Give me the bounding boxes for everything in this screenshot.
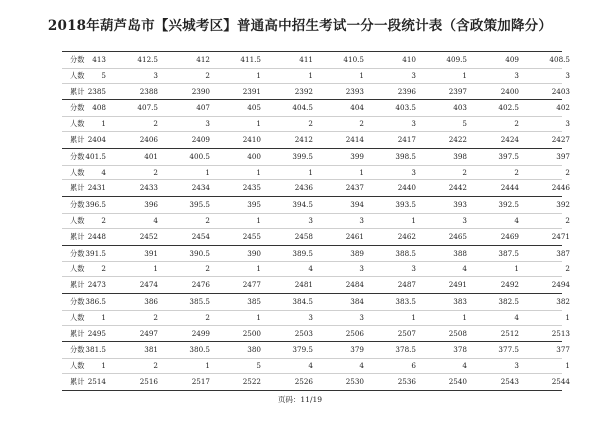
table-cell: 385 [247,296,261,306]
table-row-count [62,116,570,132]
table-cell: 2424 [500,134,519,144]
table-cell: 2465 [448,231,467,241]
row-label-count: 人数 [70,215,85,225]
table-cell: 3 [462,215,467,225]
table-cell: 381.5 [85,345,106,355]
row-label-score: 分数 [70,345,85,355]
row-label-score: 分数 [70,296,85,306]
table-cell: 4 [359,361,364,371]
table-cell: 2503 [294,328,313,338]
table-cell: 3 [359,215,364,225]
table-cell: 408.5 [549,55,570,64]
table-cell: 4 [308,361,313,371]
table-cell: 6 [411,361,416,371]
table-cell: 404.5 [292,103,313,113]
table-cell: 2393 [345,86,364,96]
table-cell: 388.5 [395,248,416,258]
table-cell: 2481 [294,280,313,290]
table-cell: 392 [556,200,570,210]
table-row-cumulative [62,84,570,100]
row-label-count: 人数 [70,119,85,129]
table-row-count [62,165,570,181]
table-cell: 2506 [345,328,364,338]
table-cell: 2 [153,312,158,322]
table-cell: 387 [556,248,570,258]
table-cell: 399.5 [292,151,313,161]
table-cell: 1 [256,312,261,322]
table-cell: 412.5 [137,55,158,64]
row-label-cumulative: 累计 [70,328,85,338]
table-cell: 2476 [191,280,210,290]
table-cell: 1 [256,215,261,225]
table-cell: 2497 [139,328,158,338]
table-cell: 2448 [87,231,106,241]
table-cell: 3 [308,215,313,225]
table-cell: 2403 [551,86,570,96]
table-cell: 391.5 [85,248,106,258]
table-cell: 1 [514,264,519,274]
table-row-cumulative [62,326,570,342]
table-cell: 380.5 [189,345,210,355]
table-row-score [62,294,570,310]
table-cell: 409 [505,55,519,64]
row-label-score: 分数 [70,248,85,258]
table-cell: 2444 [500,183,519,193]
table-row-score [62,100,570,116]
table-cell: 2499 [191,328,210,338]
table-cell: 400.5 [189,151,210,161]
table-cell: 413 [92,55,106,64]
table-row-count [62,261,570,277]
table-block [62,245,570,293]
table-cell: 387.5 [498,248,519,258]
table-cell: 2385 [87,86,106,96]
table-block [62,196,570,244]
table-cell: 2 [359,119,364,129]
table-cell: 3 [514,70,519,80]
table-cell: 403 [453,103,467,113]
table-cell: 402.5 [498,103,519,113]
table-cell: 5 [462,119,467,129]
table-cell: 4 [101,167,106,177]
table-cell: 2 [101,215,106,225]
table-cell: 3 [205,119,210,129]
table-cell: 2427 [551,134,570,144]
table-row-count [62,213,570,229]
table-cell: 2474 [139,280,158,290]
table-cell: 379.5 [292,345,313,355]
table-cell: 408 [92,103,106,113]
table-cell: 2431 [87,183,106,193]
table-cell: 1 [205,167,210,177]
table-cell: 404 [350,103,364,113]
table-cell: 2454 [191,231,210,241]
table-cell: 2491 [448,280,467,290]
table-cell: 2484 [345,280,364,290]
table-row-count [62,68,570,84]
table-cell: 2442 [448,183,467,193]
table-cell: 1 [153,264,158,274]
table-cell: 3 [153,70,158,80]
table-cell: 2391 [242,86,261,96]
table-cell: 2396 [397,86,416,96]
row-label-count: 人数 [70,264,85,274]
table-cell: 4 [462,264,467,274]
table-cell: 2 [514,167,519,177]
table-cell: 397.5 [498,151,519,161]
table-cell: 2 [101,264,106,274]
table-cell: 389.5 [292,248,313,258]
table-cell: 1 [101,119,106,129]
table-row-score [62,197,570,213]
table-cell: 405 [247,103,261,113]
table-cell: 398 [453,151,467,161]
table-cell: 393 [453,200,467,210]
table-row-count [62,310,570,326]
table-cell: 2433 [139,183,158,193]
table-cell: 2522 [242,376,261,386]
table-cell: 1 [359,70,364,80]
table-cell: 2540 [448,376,467,386]
table-cell: 411 [299,55,313,64]
table-cell: 2412 [294,134,313,144]
table-row-cumulative [62,132,570,148]
table-cell: 411.5 [240,55,261,64]
table-row-cumulative [62,229,570,245]
table-cell: 386.5 [85,296,106,306]
table-cell: 3 [411,264,416,274]
table-cell: 1 [256,70,261,80]
table-cell: 380 [247,345,261,355]
table-cell: 402 [556,103,570,113]
table-cell: 3 [411,119,416,129]
row-label-cumulative: 累计 [70,376,85,386]
table-cell: 410 [402,55,416,64]
table-cell: 2390 [191,86,210,96]
table-cell: 383 [453,296,467,306]
row-label-count: 人数 [70,167,85,177]
table-cell: 403.5 [395,103,416,113]
table-cell: 2406 [139,134,158,144]
table-cell: 3 [359,312,364,322]
table-cell: 2437 [345,183,364,193]
table-cell: 2458 [294,231,313,241]
table-cell: 2 [308,119,313,129]
table-cell: 2436 [294,183,313,193]
table-row-score [62,342,570,358]
table-cell: 2513 [551,328,570,338]
table-cell: 2477 [242,280,261,290]
table-cell: 1 [411,215,416,225]
table-cell: 5 [256,361,261,371]
table-cell: 410.5 [343,55,364,64]
table-row-cumulative [62,277,570,293]
table-cell: 2434 [191,183,210,193]
row-label-score: 分数 [70,200,85,210]
table-cell: 4 [462,361,467,371]
row-label-cumulative: 累计 [70,183,85,193]
row-label-count: 人数 [70,70,85,80]
table-cell: 2 [205,312,210,322]
table-cell: 1 [256,167,261,177]
table-cell: 2500 [242,328,261,338]
table-cell: 3 [514,361,519,371]
table-cell: 2397 [448,86,467,96]
table-cell: 4 [308,264,313,274]
table-cell: 1 [462,70,467,80]
table-block [62,293,570,341]
table-cell: 3 [565,119,570,129]
table-cell: 392.5 [498,200,519,210]
table-cell: 4 [153,215,158,225]
table-cell: 2514 [87,376,106,386]
table-cell: 3 [411,167,416,177]
table-cell: 2 [205,215,210,225]
table-cell: 2 [565,215,570,225]
table-block [62,341,570,390]
table-cell: 396.5 [85,200,106,210]
table-cell: 401 [144,151,158,161]
table-cell: 395.5 [189,200,210,210]
table-cell: 385.5 [189,296,210,306]
table-cell: 383.5 [395,296,416,306]
table-cell: 390 [247,248,261,258]
table-cell: 2417 [397,134,416,144]
table-cell: 1 [462,312,467,322]
table-cell: 2507 [397,328,416,338]
table-cell: 2495 [87,328,106,338]
table-cell: 1 [308,167,313,177]
table-cell: 2461 [345,231,364,241]
table-cell: 398.5 [395,151,416,161]
table-row-cumulative [62,374,570,390]
table-cell: 2544 [551,376,570,386]
table-cell: 3 [359,264,364,274]
table-cell: 2 [565,264,570,274]
table-row-score [62,52,570,68]
table-cell: 2516 [139,376,158,386]
table-cell: 412 [196,55,210,64]
table-cell: 389 [350,248,364,258]
table-cell: 2462 [397,231,416,241]
table-cell: 1 [565,312,570,322]
table-cell: 2388 [139,86,158,96]
row-label-score: 分数 [70,103,85,113]
row-label-cumulative: 累计 [70,231,85,241]
table-cell: 377.5 [498,345,519,355]
table-cell: 2452 [139,231,158,241]
table-cell: 2 [205,264,210,274]
table-cell: 382 [556,296,570,306]
table-cell: 1 [565,361,570,371]
table-cell: 2404 [87,134,106,144]
table-cell: 407 [196,103,210,113]
table-cell: 1 [101,361,106,371]
table-cell: 2473 [87,280,106,290]
table-cell: 407.5 [137,103,158,113]
table-cell: 2 [153,167,158,177]
table-cell: 384.5 [292,296,313,306]
row-label-count: 人数 [70,312,85,322]
table-cell: 2400 [500,86,519,96]
table-cell: 1 [205,361,210,371]
table-cell: 396 [144,200,158,210]
table-cell: 2536 [397,376,416,386]
table-cell: 2414 [345,134,364,144]
table-cell: 3 [411,70,416,80]
table-cell: 2530 [345,376,364,386]
table-cell: 1 [256,264,261,274]
table-cell: 381 [144,345,158,355]
table-cell: 2492 [500,280,519,290]
table-cell: 386 [144,296,158,306]
table-block [62,51,570,99]
table-cell: 401.5 [85,151,106,161]
table-cell: 2435 [242,183,261,193]
table-cell: 3 [308,312,313,322]
table-cell: 394.5 [292,200,313,210]
table-cell: 2469 [500,231,519,241]
table-cell: 388 [453,248,467,258]
row-label-cumulative: 累计 [70,86,85,96]
table-cell: 5 [101,70,106,80]
row-label-count: 人数 [70,361,85,371]
table-cell: 378 [453,345,467,355]
table-cell: 1 [359,167,364,177]
table-cell: 2543 [500,376,519,386]
table-cell: 377 [556,345,570,355]
table-cell: 409.5 [446,55,467,64]
row-label-score: 分数 [70,55,85,64]
table-cell: 2494 [551,280,570,290]
table-row-score [62,246,570,262]
table-cell: 2 [514,119,519,129]
table-cell: 2410 [242,134,261,144]
table-cell: 2 [205,70,210,80]
table-cell: 2409 [191,134,210,144]
table-cell: 384 [350,296,364,306]
table-cell: 1 [256,119,261,129]
table-cell: 2512 [500,328,519,338]
table-cell: 2508 [448,328,467,338]
row-label-cumulative: 累计 [70,134,85,144]
table-cell: 378.5 [395,345,416,355]
table-cell: 390.5 [189,248,210,258]
table-cell: 391 [144,248,158,258]
table-cell: 2471 [551,231,570,241]
table-cell: 382.5 [498,296,519,306]
table-cell: 2526 [294,376,313,386]
table-cell: 1 [308,70,313,80]
table-cell: 2440 [397,183,416,193]
table-cell: 2422 [448,134,467,144]
table-cell: 2517 [191,376,210,386]
table-cell: 2446 [551,183,570,193]
table-cell: 379 [350,345,364,355]
table-cell: 2 [153,119,158,129]
page-number: 页码：11/19 [277,395,323,404]
table-cell: 399 [350,151,364,161]
table-cell: 2455 [242,231,261,241]
score-distribution-table [62,51,570,391]
table-cell: 1 [101,312,106,322]
table-cell: 397 [556,151,570,161]
table-cell: 393.5 [395,200,416,210]
table-cell: 394 [350,200,364,210]
table-row-count [62,358,570,374]
table-cell: 4 [514,215,519,225]
table-block [62,99,570,147]
table-cell: 4 [514,312,519,322]
page-title: 2018年葫芦岛市【兴城考区】普通高中招生考试一分一段统计表（含政策加降分） [47,18,553,34]
table-cell: 3 [565,70,570,80]
table-row-score [62,149,570,165]
table-cell: 2392 [294,86,313,96]
table-cell: 2 [462,167,467,177]
table-row-cumulative [62,180,570,196]
table-cell: 395 [247,200,261,210]
table-cell: 1 [411,312,416,322]
table-block [62,148,570,196]
row-label-cumulative: 累计 [70,280,85,290]
table-cell: 400 [247,151,261,161]
table-cell: 2 [565,167,570,177]
table-cell: 2487 [397,280,416,290]
row-label-score: 分数 [70,151,85,161]
table-cell: 2 [153,361,158,371]
